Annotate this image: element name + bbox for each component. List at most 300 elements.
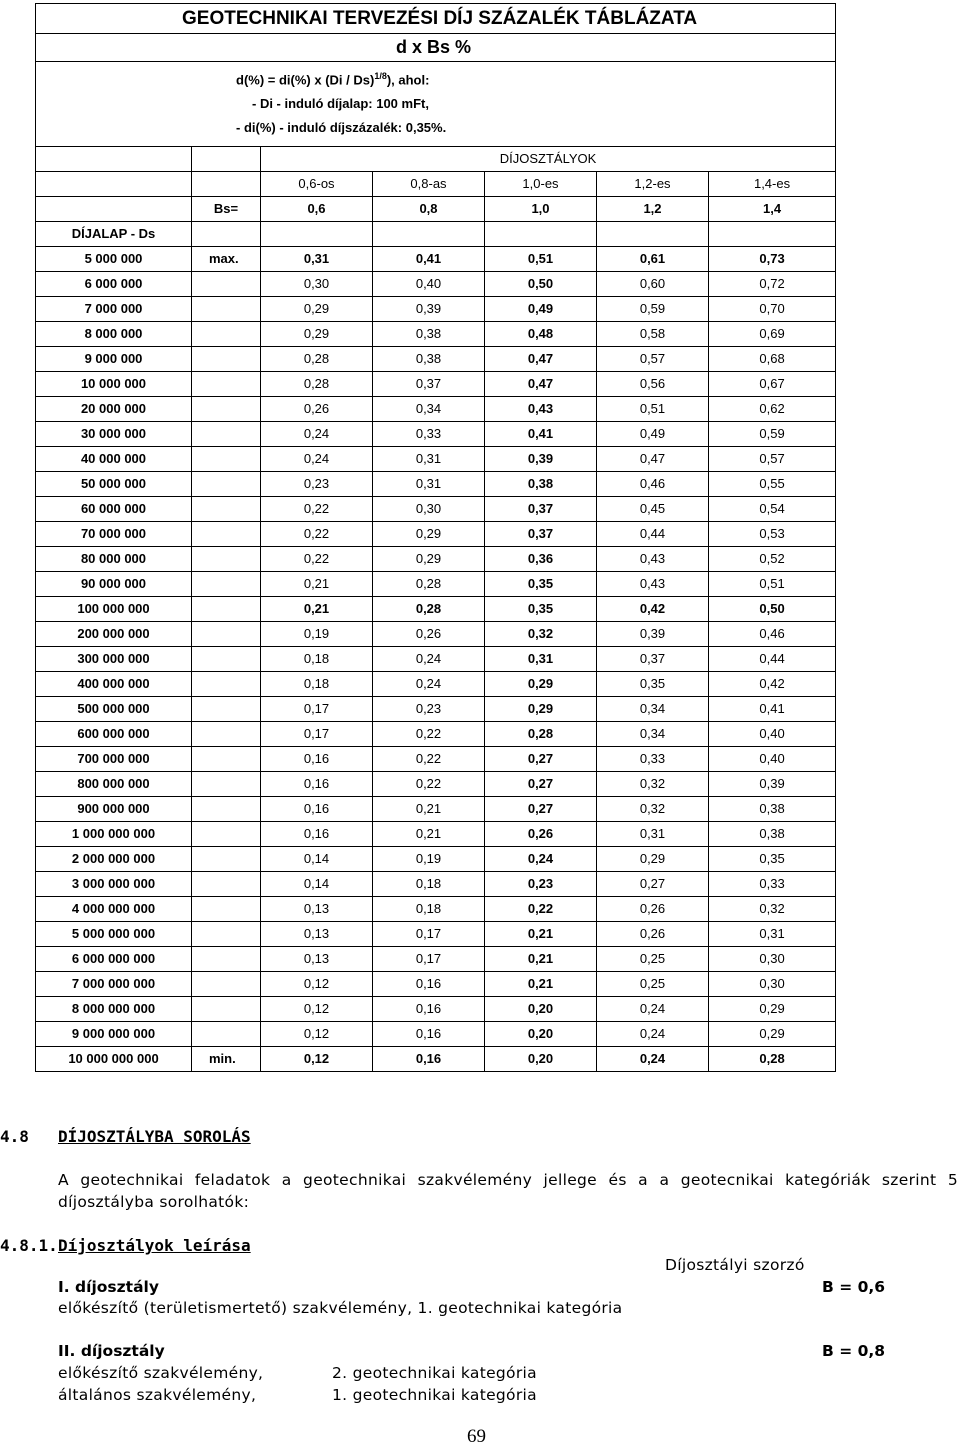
table-row [36,797,836,822]
percentage-cell: 0,30 [709,947,836,972]
multiplier-header: Díjosztályi szorzó [665,1256,805,1274]
dijalap-value: 100 000 000 [36,597,192,622]
percentage-cell: 0,68 [709,347,836,372]
percentage-cell: 0,28 [373,597,485,622]
empty-cell [192,622,261,647]
percentage-cell: 0,28 [373,572,485,597]
class-name: 1,4-es [709,172,836,197]
empty-cell [192,297,261,322]
percentage-cell: 0,38 [373,347,485,372]
classes-header: DÍJOSZTÁLYOK [261,147,836,172]
dijalap-value: 8 000 000 000 [36,997,192,1022]
bs-value: 1,2 [597,197,709,222]
percentage-cell: 0,39 [485,447,597,472]
table-row [36,972,836,997]
percentage-cell: 0,57 [709,447,836,472]
empty-cell [192,522,261,547]
percentage-cell: 0,16 [261,822,373,847]
table-row [36,497,836,522]
percentage-cell: 0,39 [597,622,709,647]
percentage-cell: 0,38 [709,822,836,847]
formula-line: - di(%) - induló díjszázalék: 0,35%. [236,120,447,136]
dijalap-value: 10 000 000 [36,372,192,397]
percentage-cell: 0,17 [373,947,485,972]
percentage-cell: 0,43 [597,572,709,597]
percentage-cell: 0,16 [261,747,373,772]
percentage-cell: 0,27 [485,747,597,772]
class2-name: II. díjosztály [58,1342,165,1360]
percentage-cell: 0,24 [261,447,373,472]
percentage-cell: 0,47 [485,347,597,372]
percentage-cell: 0,51 [485,247,597,272]
percentage-cell: 0,31 [261,247,373,272]
percentage-cell: 0,29 [485,672,597,697]
percentage-cell: 0,40 [709,747,836,772]
percentage-cell: 0,18 [373,897,485,922]
percentage-cell: 0,35 [485,597,597,622]
percentage-cell: 0,16 [373,1022,485,1047]
percentage-cell: 0,60 [597,272,709,297]
table-row [36,747,836,772]
percentage-cell: 0,21 [485,922,597,947]
percentage-cell: 0,38 [373,322,485,347]
dijalap-value: 5 000 000 000 [36,922,192,947]
percentage-cell: 0,24 [597,997,709,1022]
percentage-cell: 0,13 [261,947,373,972]
percentage-cell: 0,33 [709,872,836,897]
empty-cell [373,222,485,247]
percentage-cell: 0,27 [485,797,597,822]
dijalap-value: 60 000 000 [36,497,192,522]
class-name: 1,0-es [485,172,597,197]
percentage-cell: 0,13 [261,897,373,922]
empty-cell [192,872,261,897]
empty-cell [192,972,261,997]
percentage-cell: 0,69 [709,322,836,347]
percentage-cell: 0,38 [709,797,836,822]
percentage-cell: 0,59 [709,422,836,447]
empty-cell [192,397,261,422]
percentage-cell: 0,46 [709,622,836,647]
percentage-cell: 0,18 [261,647,373,672]
dijalap-value: 7 000 000 000 [36,972,192,997]
percentage-cell: 0,49 [597,422,709,447]
dijalap-value: 20 000 000 [36,397,192,422]
class-name: 0,6-os [261,172,373,197]
percentage-cell: 0,29 [597,847,709,872]
percentage-cell: 0,67 [709,372,836,397]
class2-description: előkészítő szakvélemény, [58,1364,264,1382]
percentage-cell: 0,19 [261,622,373,647]
table-row [36,547,836,572]
percentage-cell: 0,26 [485,822,597,847]
dijalap-value: 600 000 000 [36,722,192,747]
dijalap-value: 4 000 000 000 [36,897,192,922]
empty-cell [192,772,261,797]
percentage-cell: 0,30 [709,972,836,997]
percentage-cell: 0,28 [261,372,373,397]
percentage-cell: 0,40 [373,272,485,297]
percentage-cell: 0,22 [261,522,373,547]
percentage-cell: 0,38 [485,472,597,497]
dijalap-value: 700 000 000 [36,747,192,772]
percentage-cell: 0,32 [709,897,836,922]
dijalap-value: 200 000 000 [36,622,192,647]
percentage-cell: 0,26 [597,922,709,947]
percentage-cell: 0,30 [373,497,485,522]
percentage-cell: 0,32 [485,622,597,647]
percentage-cell: 0,39 [709,772,836,797]
empty-cell [192,747,261,772]
table-row [36,247,836,272]
table-title: GEOTECHNIKAI TERVEZÉSI DÍJ SZÁZALÉK TÁBLÁZATA [36,4,836,34]
empty-cell [192,322,261,347]
percentage-cell: 0,29 [261,322,373,347]
dijalap-value: 10 000 000 000 [36,1047,192,1072]
empty-cell [192,922,261,947]
percentage-cell: 0,21 [373,822,485,847]
percentage-cell: 0,29 [373,522,485,547]
percentage-cell: 0,16 [261,797,373,822]
percentage-cell: 0,12 [261,1047,373,1072]
bs-label: Bs= [192,197,261,222]
dijalap-value: 8 000 000 [36,322,192,347]
percentage-cell: 0,29 [709,997,836,1022]
percentage-cell: 0,55 [709,472,836,497]
dijalap-value: 2 000 000 000 [36,847,192,872]
percentage-cell: 0,24 [485,847,597,872]
percentage-cell: 0,41 [709,697,836,722]
table-row [36,897,836,922]
empty-cell [192,572,261,597]
empty-cell [192,822,261,847]
table-row [36,447,836,472]
dijalap-value: 900 000 000 [36,797,192,822]
percentage-cell: 0,39 [373,297,485,322]
percentage-cell: 0,24 [261,422,373,447]
dijalap-label: DÍJALAP - Ds [36,222,192,247]
percentage-cell: 0,49 [485,297,597,322]
percentage-cell: 0,16 [373,972,485,997]
percentage-cell: 0,70 [709,297,836,322]
dijalap-value: 5 000 000 [36,247,192,272]
percentage-cell: 0,31 [485,647,597,672]
percentage-cell: 0,35 [485,572,597,597]
percentage-cell: 0,53 [709,522,836,547]
table-row [36,297,836,322]
empty-cell [709,222,836,247]
dijalap-value: 50 000 000 [36,472,192,497]
percentage-cell: 0,47 [597,447,709,472]
percentage-cell: 0,22 [485,897,597,922]
empty-cell [36,147,192,172]
dijalap-value: 30 000 000 [36,422,192,447]
percentage-cell: 0,28 [709,1047,836,1072]
bs-value: 1,0 [485,197,597,222]
percentage-cell: 0,29 [485,697,597,722]
percentage-cell: 0,18 [261,672,373,697]
percentage-cell: 0,44 [597,522,709,547]
empty-cell [597,222,709,247]
dijalap-value: 3 000 000 000 [36,872,192,897]
empty-cell [192,1022,261,1047]
bs-value: 0,8 [373,197,485,222]
percentage-cell: 0,27 [597,872,709,897]
class-name: 1,2-es [597,172,709,197]
dijalap-value: 500 000 000 [36,697,192,722]
percentage-cell: 0,16 [261,772,373,797]
empty-cell [485,222,597,247]
percentage-cell: 0,59 [597,297,709,322]
percentage-cell: 0,32 [597,772,709,797]
table-row [36,872,836,897]
percentage-cell: 0,62 [709,397,836,422]
empty-cell [192,697,261,722]
percentage-cell: 0,29 [373,547,485,572]
min-label: min. [192,1047,261,1072]
empty-cell [192,472,261,497]
empty-cell [192,722,261,747]
empty-cell [192,447,261,472]
percentage-cell: 0,25 [597,947,709,972]
table-row [36,847,836,872]
class2-description: általános szakvélemény, [58,1386,257,1404]
percentage-cell: 0,32 [597,797,709,822]
percentage-cell: 0,22 [373,772,485,797]
percentage-cell: 0,12 [261,1022,373,1047]
bs-value: 0,6 [261,197,373,222]
empty-cell [192,797,261,822]
percentage-cell: 0,51 [709,572,836,597]
dijalap-value: 70 000 000 [36,522,192,547]
empty-cell [261,222,373,247]
percentage-cell: 0,16 [373,1047,485,1072]
dijalap-value: 800 000 000 [36,772,192,797]
class2-category: 1. geotechnikai kategória [332,1386,537,1404]
percentage-cell: 0,33 [597,747,709,772]
dijalap-value: 40 000 000 [36,447,192,472]
class2-category: 2. geotechnikai kategória [332,1364,537,1382]
class-name: 0,8-as [373,172,485,197]
percentage-cell: 0,50 [485,272,597,297]
percentage-cell: 0,21 [373,797,485,822]
percentage-cell: 0,25 [597,972,709,997]
percentage-cell: 0,37 [485,522,597,547]
percentage-cell: 0,28 [261,347,373,372]
percentage-cell: 0,45 [597,497,709,522]
formula-block [36,62,836,147]
max-label: max. [192,247,261,272]
empty-cell [192,547,261,572]
percentage-cell: 0,29 [261,297,373,322]
percentage-cell: 0,37 [485,497,597,522]
percentage-cell: 0,58 [597,322,709,347]
table-row [36,597,836,622]
table-subtitle: d x Bs % [36,34,836,62]
table-row [36,672,836,697]
empty-cell [192,422,261,447]
percentage-cell: 0,52 [709,547,836,572]
percentage-cell: 0,14 [261,872,373,897]
table-row [36,772,836,797]
percentage-cell: 0,18 [373,872,485,897]
dijalap-value: 6 000 000 000 [36,947,192,972]
percentage-cell: 0,61 [597,247,709,272]
table-row [36,922,836,947]
percentage-cell: 0,19 [373,847,485,872]
percentage-cell: 0,46 [597,472,709,497]
empty-cell [192,497,261,522]
percentage-cell: 0,23 [373,697,485,722]
percentage-cell: 0,29 [709,1022,836,1047]
percentage-cell: 0,34 [597,697,709,722]
empty-cell [192,897,261,922]
table-row [36,347,836,372]
empty-cell [192,347,261,372]
percentage-cell: 0,42 [597,597,709,622]
table-row [36,1047,836,1072]
dijalap-value: 80 000 000 [36,547,192,572]
table-row [36,947,836,972]
table-row [36,372,836,397]
percentage-cell: 0,73 [709,247,836,272]
percentage-cell: 0,22 [261,547,373,572]
percentage-cell: 0,24 [373,672,485,697]
percentage-cell: 0,56 [597,372,709,397]
table-row [36,697,836,722]
subsection-number: 4.8.1. [0,1236,58,1255]
percentage-cell: 0,47 [485,372,597,397]
table-row [36,272,836,297]
table-row [36,572,836,597]
empty-cell [192,672,261,697]
percentage-cell: 0,21 [261,597,373,622]
percentage-cell: 0,20 [485,1047,597,1072]
dijalap-value: 9 000 000 [36,347,192,372]
empty-cell [192,372,261,397]
percentage-cell: 0,33 [373,422,485,447]
class1-name: I. díjosztály [58,1278,159,1296]
percentage-cell: 0,31 [373,447,485,472]
percentage-cell: 0,26 [597,897,709,922]
percentage-cell: 0,23 [485,872,597,897]
table-row [36,822,836,847]
percentage-cell: 0,28 [485,722,597,747]
percentage-cell: 0,31 [597,822,709,847]
section-paragraph: A geotechnikai feladatok a geotechnikai szakvélemény jellege és a a geotecnikai kategóriák szerint 5 díjosztályba sorolhatók: [58,1171,958,1211]
percentage-cell: 0,37 [373,372,485,397]
percentage-cell: 0,34 [373,397,485,422]
percentage-cell: 0,30 [261,272,373,297]
empty-cell [192,997,261,1022]
bs-value: 1,4 [709,197,836,222]
percentage-cell: 0,34 [597,722,709,747]
percentage-cell: 0,22 [373,747,485,772]
dijalap-value: 7 000 000 [36,297,192,322]
percentage-cell: 0,51 [597,397,709,422]
table-row [36,472,836,497]
dijalap-value: 400 000 000 [36,672,192,697]
empty-cell [192,147,261,172]
dijalap-value: 9 000 000 000 [36,1022,192,1047]
table-row [36,397,836,422]
percentage-cell: 0,26 [261,397,373,422]
percentage-cell: 0,54 [709,497,836,522]
section-number: 4.8 [0,1127,29,1146]
percentage-cell: 0,35 [597,672,709,697]
percentage-cell: 0,22 [373,722,485,747]
percentage-cell: 0,14 [261,847,373,872]
percentage-cell: 0,31 [373,472,485,497]
table-row [36,722,836,747]
percentage-cell: 0,43 [597,547,709,572]
percentage-cell: 0,20 [485,1022,597,1047]
dijalap-value: 90 000 000 [36,572,192,597]
page-number: 69 [467,1426,486,1447]
class1-description: előkészítő (területismertető) szakvélemény, 1. geotechnikai kategória [58,1299,623,1317]
percentage-cell: 0,20 [485,997,597,1022]
percentage-cell: 0,57 [597,347,709,372]
table-row [36,1022,836,1047]
empty-cell [192,947,261,972]
percentage-cell: 0,37 [597,647,709,672]
percentage-cell: 0,50 [709,597,836,622]
empty-cell [192,172,261,197]
empty-cell [192,847,261,872]
dijalap-value: 6 000 000 [36,272,192,297]
class2-multiplier: B = 0,8 [822,1342,886,1360]
percentage-cell: 0,17 [261,697,373,722]
table-row [36,997,836,1022]
dijalap-value: 300 000 000 [36,647,192,672]
percentage-cell: 0,23 [261,472,373,497]
percentage-cell: 0,21 [485,947,597,972]
percentage-cell: 0,21 [261,572,373,597]
formula-line: - Di - induló díjalap: 100 mFt, [252,96,429,112]
percentage-cell: 0,12 [261,997,373,1022]
percentage-cell: 0,24 [597,1047,709,1072]
percentage-cell: 0,24 [597,1022,709,1047]
empty-cell [192,597,261,622]
percentage-cell: 0,13 [261,922,373,947]
dijalap-value: 1 000 000 000 [36,822,192,847]
percentage-cell: 0,43 [485,397,597,422]
percentage-cell: 0,72 [709,272,836,297]
section-title: DÍJOSZTÁLYBA SOROLÁS [58,1127,251,1146]
table-row [36,522,836,547]
fee-percentage-table [35,3,836,1072]
empty-cell [192,222,261,247]
percentage-cell: 0,42 [709,672,836,697]
class1-multiplier: B = 0,6 [822,1278,886,1296]
table-row [36,322,836,347]
percentage-cell: 0,17 [261,722,373,747]
empty-cell [36,172,192,197]
percentage-cell: 0,24 [373,647,485,672]
percentage-cell: 0,22 [261,497,373,522]
table-row [36,647,836,672]
percentage-cell: 0,36 [485,547,597,572]
percentage-cell: 0,16 [373,997,485,1022]
percentage-cell: 0,12 [261,972,373,997]
percentage-cell: 0,44 [709,647,836,672]
percentage-cell: 0,41 [485,422,597,447]
table-row [36,622,836,647]
table-row [36,422,836,447]
percentage-cell: 0,27 [485,772,597,797]
empty-cell [192,272,261,297]
percentage-cell: 0,26 [373,622,485,647]
